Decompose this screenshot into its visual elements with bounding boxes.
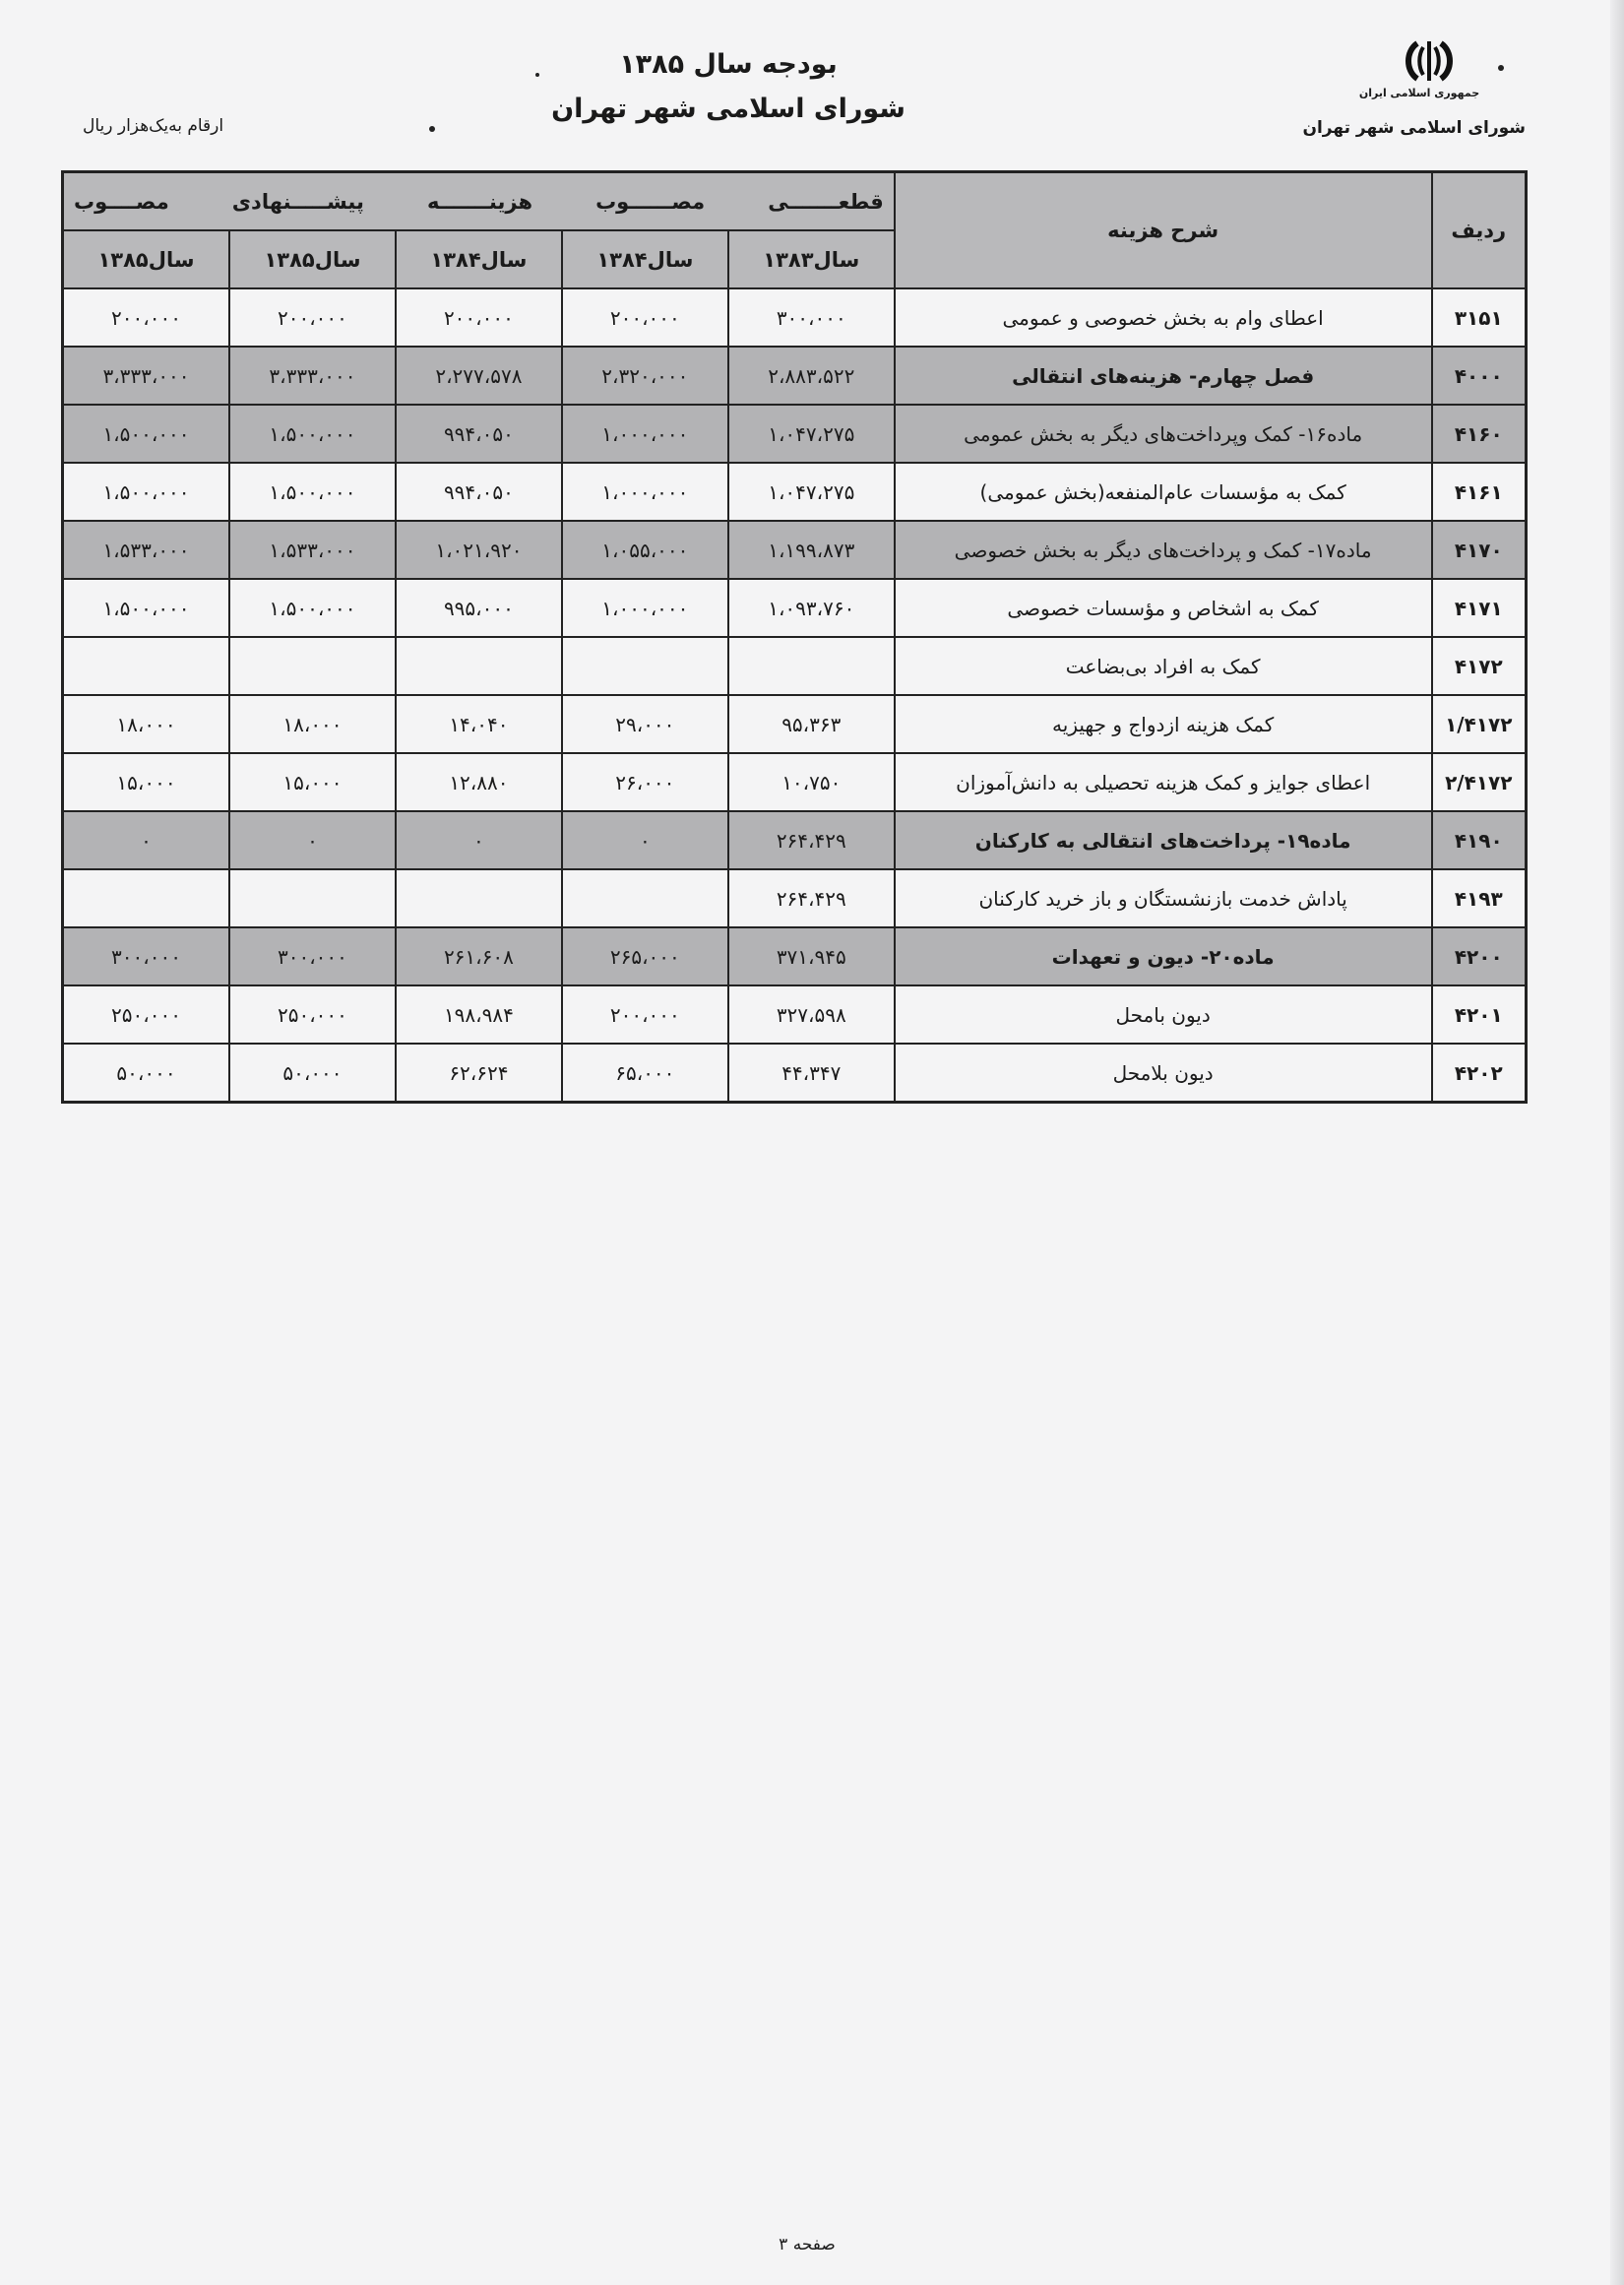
row-index: ۱/۴۱۷۲ <box>1432 695 1527 753</box>
row-value: ۳۲۷،۵۹۸ <box>728 985 895 1044</box>
row-value: ۲۰۰،۰۰۰ <box>562 985 728 1044</box>
row-value: ۵۰،۰۰۰ <box>229 1044 396 1103</box>
speck-dot <box>535 73 539 77</box>
row-index: ۴۲۰۰ <box>1432 927 1527 985</box>
row-value: ۲،۸۸۳،۵۲۲ <box>728 347 895 405</box>
row-description: ماده۱۹- پرداخت‌های انتقالی به کارکنان <box>895 811 1432 869</box>
row-value: ۳،۳۳۳،۰۰۰ <box>63 347 230 405</box>
header-year: سال۱۳۸۴ <box>562 230 728 288</box>
table-row <box>63 869 1527 927</box>
row-value: ۱،۰۰۰،۰۰۰ <box>562 463 728 521</box>
row-value: ۱،۰۴۷،۲۷۵ <box>728 405 895 463</box>
row-value: ۱،۰۲۱،۹۲۰ <box>396 521 562 579</box>
row-value: ۱۹۸،۹۸۴ <box>396 985 562 1044</box>
row-value: ۱۸،۰۰۰ <box>229 695 396 753</box>
row-value: ۱،۰۵۵،۰۰۰ <box>562 521 728 579</box>
row-value: ۱۵،۰۰۰ <box>63 753 230 811</box>
row-index: ۴۱۷۲ <box>1432 637 1527 695</box>
row-index: ۴۱۹۰ <box>1432 811 1527 869</box>
page-edge <box>1610 0 1624 2285</box>
row-index: ۴۱۶۰ <box>1432 405 1527 463</box>
row-value: ۹۹۴،۰۵۰ <box>396 405 562 463</box>
speck-dot <box>1498 65 1504 71</box>
council-title: شورای اسلامی شهر تهران <box>551 94 906 124</box>
row-value: ۲۰۰،۰۰۰ <box>396 288 562 347</box>
row-value: ۲۰۰،۰۰۰ <box>63 288 230 347</box>
row-value: ۱،۰۹۳،۷۶۰ <box>728 579 895 637</box>
row-value: ۲۹،۰۰۰ <box>562 695 728 753</box>
row-value: ۰ <box>396 811 562 869</box>
header-year: سال۱۳۸۵ <box>63 230 230 288</box>
row-description: ماده۲۰- دیون و تعهدات <box>895 927 1432 985</box>
row-value: ۱،۵۰۰،۰۰۰ <box>63 579 230 637</box>
budget-table <box>61 170 1528 1104</box>
header-index: ردیف <box>1432 172 1527 289</box>
row-description: کمک به افراد بی‌بضاعت <box>895 637 1432 695</box>
row-description: دیون بلامحل <box>895 1044 1432 1103</box>
header-word: پیشـــــنهادی <box>231 189 364 214</box>
page-number: صفحه ۳ <box>779 2235 836 2254</box>
header-description: شرح هزینه <box>895 172 1432 289</box>
table-row <box>63 811 1527 869</box>
header-year: سال۱۳۸۴ <box>396 230 562 288</box>
table-row <box>63 288 1527 347</box>
units-note: ارقام به‌یک‌هزار ریال <box>83 116 224 136</box>
row-value: ۱،۰۰۰،۰۰۰ <box>562 405 728 463</box>
header-word: هزینـــــــه <box>426 189 532 214</box>
table-row <box>63 521 1527 579</box>
row-index: ۴۱۷۰ <box>1432 521 1527 579</box>
row-value: ۱،۰۰۰،۰۰۰ <box>562 579 728 637</box>
budget-title: بودجه سال ۱۳۸۵ <box>619 49 838 80</box>
row-description: دیون بامحل <box>895 985 1432 1044</box>
row-description: ماده۱۶- کمک وپرداخت‌های دیگر به بخش عمومی <box>895 405 1432 463</box>
row-value: ۹۵،۳۶۳ <box>728 695 895 753</box>
row-value: ۲۶۴،۴۲۹ <box>728 811 895 869</box>
row-value: ۲۰۰،۰۰۰ <box>562 288 728 347</box>
table-body <box>63 288 1527 1103</box>
header-word: مصــــوب <box>74 189 169 214</box>
row-description: کمک هزینه ازدواج و جهیزیه <box>895 695 1432 753</box>
row-value: ۰ <box>229 811 396 869</box>
row-value: ۲۵۰،۰۰۰ <box>63 985 230 1044</box>
header-word: قطعـــــــی <box>768 189 884 214</box>
row-value <box>728 637 895 695</box>
row-value <box>396 869 562 927</box>
row-value: ۱،۱۹۹،۸۷۳ <box>728 521 895 579</box>
speck-dot <box>429 126 435 132</box>
row-description: کمک به مؤسسات عام‌المنفعه(بخش عمومی) <box>895 463 1432 521</box>
row-value: ۳۰۰،۰۰۰ <box>63 927 230 985</box>
row-value <box>229 637 396 695</box>
row-value: ۲۶،۰۰۰ <box>562 753 728 811</box>
row-value: ۱،۵۰۰،۰۰۰ <box>63 405 230 463</box>
table-row <box>63 753 1527 811</box>
row-value: ۵۰،۰۰۰ <box>63 1044 230 1103</box>
row-value: ۳۰۰،۰۰۰ <box>229 927 396 985</box>
row-value: ۱۲،۸۸۰ <box>396 753 562 811</box>
row-value: ۳۰۰،۰۰۰ <box>728 288 895 347</box>
header-group-words <box>64 190 894 214</box>
row-value: ۲۶۴،۴۲۹ <box>728 869 895 927</box>
row-value: ۲۶۱،۶۰۸ <box>396 927 562 985</box>
row-index: ۴۲۰۲ <box>1432 1044 1527 1103</box>
row-value: ۲،۳۲۰،۰۰۰ <box>562 347 728 405</box>
header-word: مصــــــوب <box>595 189 706 214</box>
row-value: ۰ <box>63 811 230 869</box>
row-value: ۲۰۰،۰۰۰ <box>229 288 396 347</box>
row-value: ۱،۰۴۷،۲۷۵ <box>728 463 895 521</box>
row-value: ۱،۵۰۰،۰۰۰ <box>229 579 396 637</box>
row-description: پاداش خدمت بازنشستگان و باز خرید کارکنان <box>895 869 1432 927</box>
row-value <box>229 869 396 927</box>
table-row <box>63 637 1527 695</box>
row-value: ۶۲،۶۲۴ <box>396 1044 562 1103</box>
row-index: ۴۱۷۱ <box>1432 579 1527 637</box>
header-group <box>63 172 895 231</box>
row-index: ۳۱۵۱ <box>1432 288 1527 347</box>
row-index: ۴۰۰۰ <box>1432 347 1527 405</box>
row-description: اعطای جوایز و کمک هزینه تحصیلی به دانش‌آموزان <box>895 753 1432 811</box>
row-value: ۱،۵۰۰،۰۰۰ <box>63 463 230 521</box>
row-value: ۲۶۵،۰۰۰ <box>562 927 728 985</box>
row-value: ۰ <box>562 811 728 869</box>
row-value: ۹۹۵،۰۰۰ <box>396 579 562 637</box>
row-value: ۶۵،۰۰۰ <box>562 1044 728 1103</box>
header-year: سال۱۳۸۳ <box>728 230 895 288</box>
row-value: ۱۵،۰۰۰ <box>229 753 396 811</box>
table-row <box>63 927 1527 985</box>
row-value: ۹۹۴،۰۵۰ <box>396 463 562 521</box>
row-description: فصل چهارم- هزینه‌های انتقالی <box>895 347 1432 405</box>
row-value: ۴۴،۳۴۷ <box>728 1044 895 1103</box>
table-row <box>63 695 1527 753</box>
row-value: ۱،۵۳۳،۰۰۰ <box>229 521 396 579</box>
row-value: ۱،۵۳۳،۰۰۰ <box>63 521 230 579</box>
header-year: سال۱۳۸۵ <box>229 230 396 288</box>
row-value <box>63 869 230 927</box>
table-row <box>63 1044 1527 1103</box>
row-value: ۱۴،۰۴۰ <box>396 695 562 753</box>
table-row <box>63 347 1527 405</box>
row-value: ۱۸،۰۰۰ <box>63 695 230 753</box>
row-value: ۱،۵۰۰،۰۰۰ <box>229 463 396 521</box>
row-value: ۳،۳۳۳،۰۰۰ <box>229 347 396 405</box>
row-value: ۲،۲۷۷،۵۷۸ <box>396 347 562 405</box>
row-description: ماده۱۷- کمک و پرداخت‌های دیگر به بخش خصوصی <box>895 521 1432 579</box>
row-value: ۲۵۰،۰۰۰ <box>229 985 396 1044</box>
header-title <box>531 49 925 124</box>
row-index: ۴۲۰۱ <box>1432 985 1527 1044</box>
row-index: ۴۱۶۱ <box>1432 463 1527 521</box>
row-value: ۱،۵۰۰،۰۰۰ <box>229 405 396 463</box>
table-row <box>63 579 1527 637</box>
table-row <box>63 405 1527 463</box>
row-value <box>562 869 728 927</box>
row-index: ۴۱۹۳ <box>1432 869 1527 927</box>
iran-emblem-icon <box>1400 39 1459 83</box>
row-value <box>63 637 230 695</box>
row-value: ۱۰،۷۵۰ <box>728 753 895 811</box>
table-row <box>63 985 1527 1044</box>
council-name-small: شورای اسلامی شهر تهران <box>1302 118 1526 138</box>
emblem-caption: جمهوری اسلامی ایران <box>1358 87 1480 99</box>
row-description: اعطای وام به بخش خصوصی و عمومی <box>895 288 1432 347</box>
row-value: ۳۷۱،۹۴۵ <box>728 927 895 985</box>
table-row <box>63 463 1527 521</box>
row-value <box>562 637 728 695</box>
row-description: کمک به اشخاص و مؤسسات خصوصی <box>895 579 1432 637</box>
row-value <box>396 637 562 695</box>
row-index: ۲/۴۱۷۲ <box>1432 753 1527 811</box>
